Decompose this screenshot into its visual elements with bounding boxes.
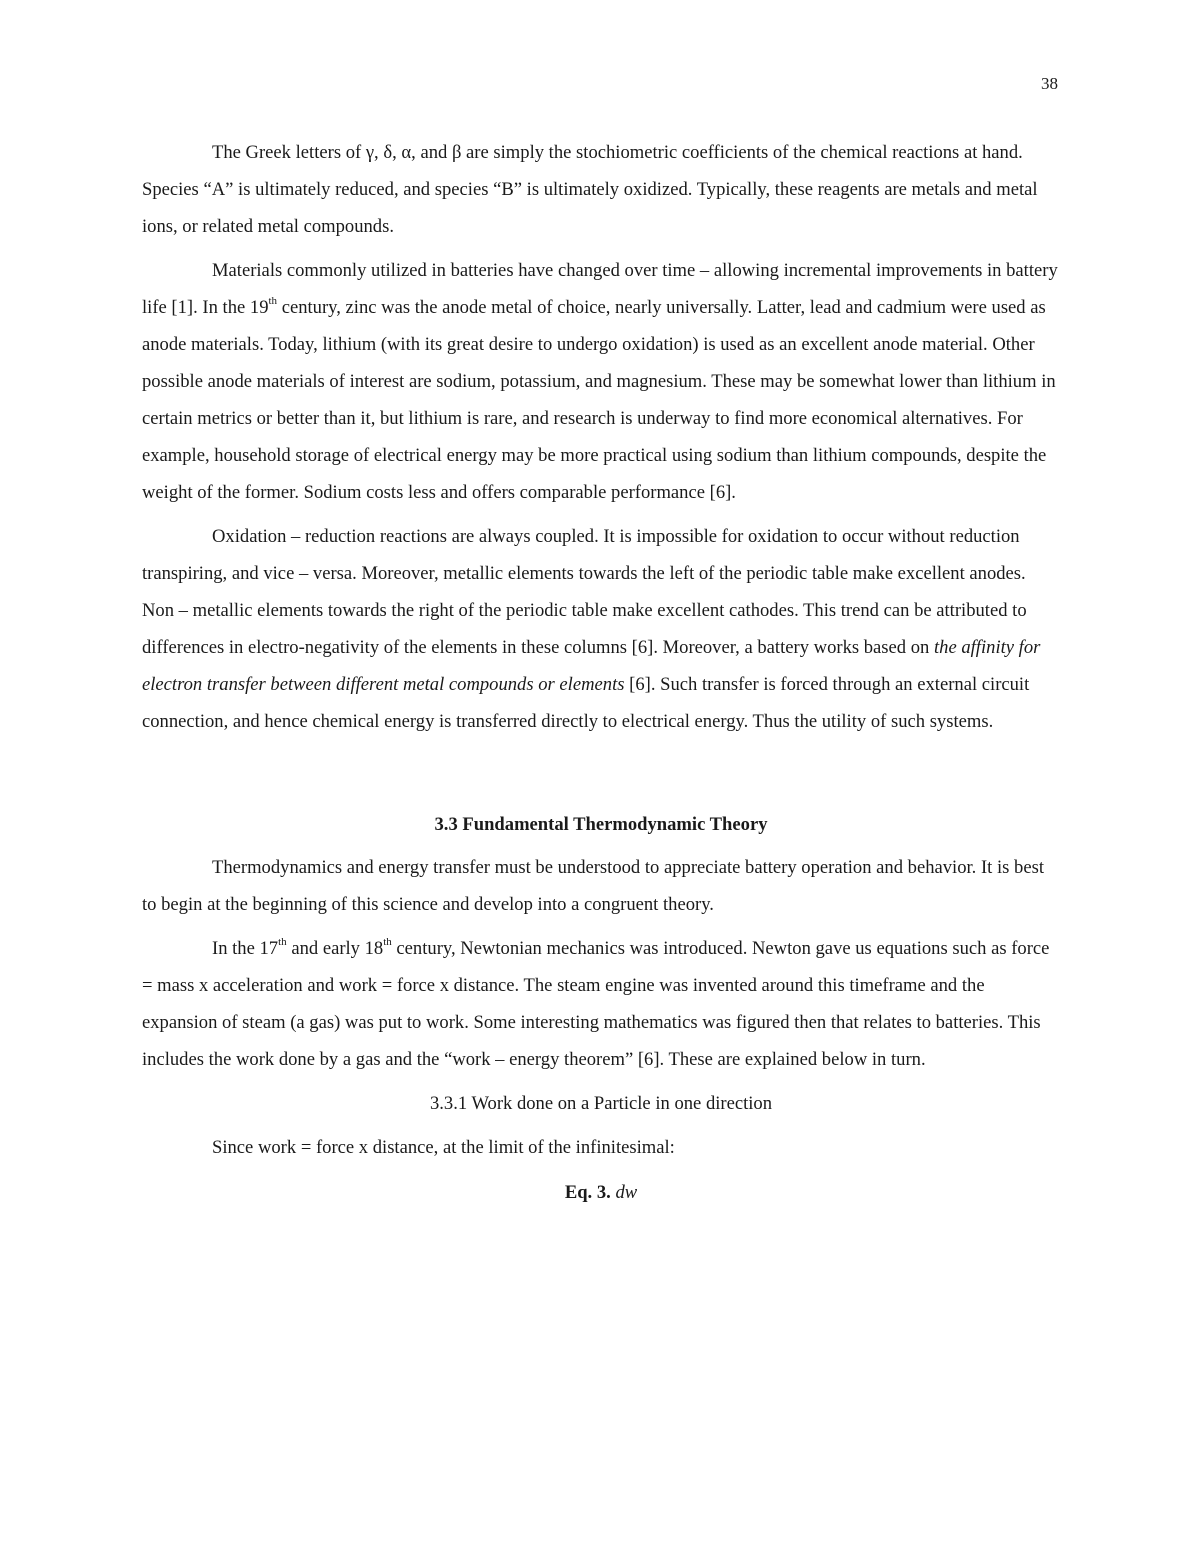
superscript: th — [383, 935, 392, 948]
paragraph-battery-materials — [142, 252, 1060, 511]
text-run: Materials commonly utilized in batteries have changed over time – allowing incremental improvements in battery life [1]. In the 19 — [142, 260, 1058, 318]
document-body — [142, 134, 1060, 1211]
text-run: Oxidation – reduction reactions are always coupled. It is impossible for oxidation to occur without reduction transpiring, and vice – versa. Moreover, metallic elements towards the left of the periodic table make excellent anodes. Non – metallic elements towards the right of the periodic table make excellent cathodes. This trend can be attributed to differences in electro-negativity of the elements in these columns [6]. Moreover, a battery works based on — [142, 526, 1027, 658]
paragraph-thermodynamics: Thermodynamics and energy transfer must be understood to appreciate battery operation and behavior. It is best to begin at the beginning of this science and develop into a congruent theory. — [142, 857, 1044, 915]
text-run: [6]. Such transfer is forced through an external circuit connection, and hence chemical energy is transferred directly to electrical energy. Thus the utility of such systems. — [142, 674, 1030, 732]
section-heading: 3.3 Fundamental Thermodynamic Theory — [434, 814, 768, 835]
text-run: In the 17 — [212, 938, 279, 959]
subsection-heading: 3.3.1 Work done on a Particle in one direction — [429, 1093, 773, 1114]
paragraph-work-definition: Since work = force x distance, at the limit of the infinitesimal: — [212, 1137, 675, 1158]
superscript: th — [268, 294, 278, 307]
paragraph-newtonian-mechanics — [142, 930, 1060, 1078]
superscript: th — [278, 935, 287, 948]
emphasis-text: the affinity for electron transfer between different metal compounds or elements — [142, 637, 1041, 695]
text-run: and early 18 — [286, 938, 384, 959]
equation — [142, 1174, 1060, 1211]
page-number: 38 — [1041, 74, 1058, 93]
equation-label: Eq. 3. — [564, 1182, 611, 1203]
equation-expression: dw — [615, 1182, 638, 1203]
text-run: century, zinc was the anode metal of choice, nearly universally. Latter, lead and cadmium were used as anode materials. Today, lithium (with its great desire to undergo oxidation) is used as an excellent anode material. Other possible anode materials of interest are sodium, potassium, and magnesium. These may be somewhat lower than lithium in certain metrics or better than it, but lithium is rare, and research is underway to find more economical alternatives. For example, household storage of electrical energy may be more practical using sodium than lithium compounds, despite the weight of the former. Sodium costs less and offers comparable performance [6]. — [142, 297, 1056, 503]
text-run: century, Newtonian mechanics was introduced. Newton gave us equations such as force = mass x acceleration and work = force x distance. The steam engine was invented around this timeframe and the expansion of steam (a gas) was put to work. Some interesting mathematics was figured then that relates to batteries. This includes the work done by a gas and the “work – energy theorem” [6]. These are explained below in turn. — [142, 938, 1050, 1070]
paragraph-greek-letters: The Greek letters of γ, δ, α, and β are simply the stochiometric coefficients of the chemical reactions at hand. Species “A” is ultimately reduced, and species “B” is ultimately oxidized. Typically, these reagents are metals and metal ions, or related metal compounds. — [142, 142, 1038, 237]
paragraph-oxidation-reduction — [142, 518, 1060, 740]
